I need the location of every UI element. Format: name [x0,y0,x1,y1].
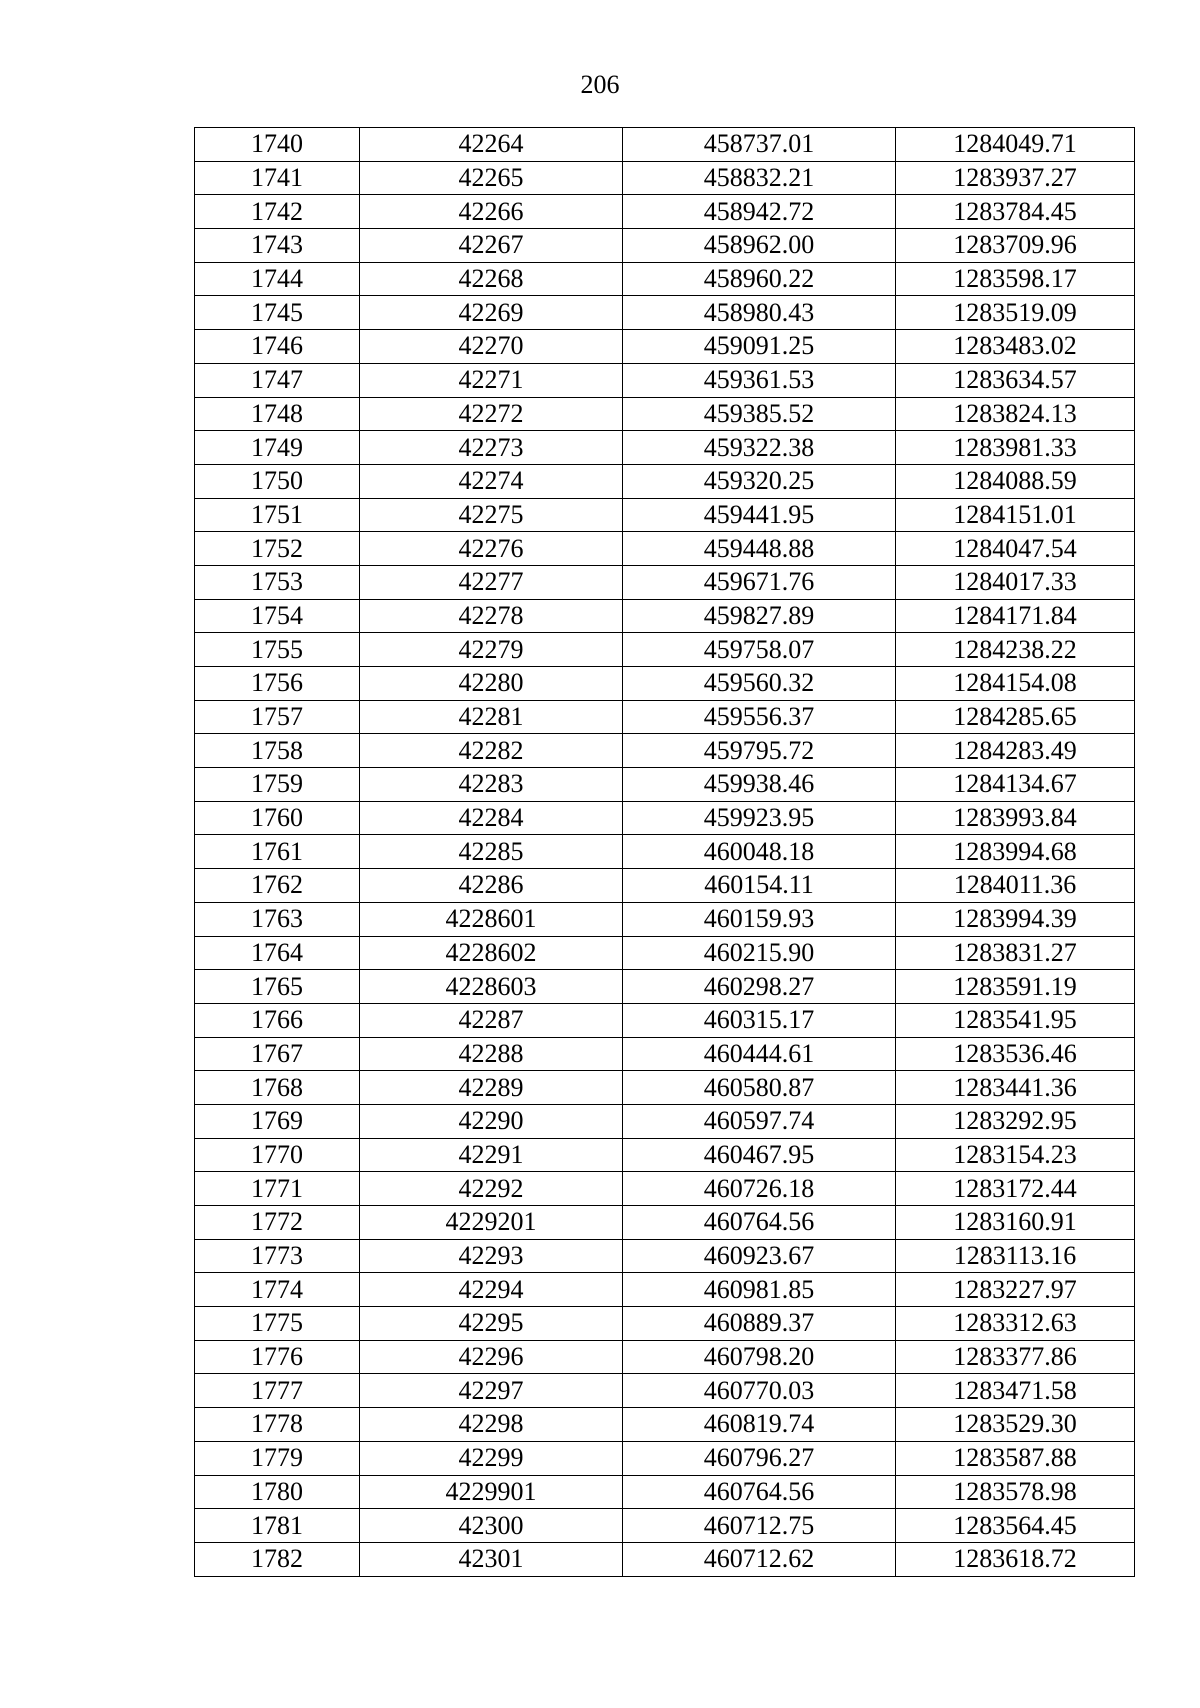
x-coordinate-cell: 459758.07 [623,633,896,667]
row-number-cell: 1770 [195,1138,360,1172]
x-coordinate-cell: 459322.38 [623,431,896,465]
point-id-cell: 42274 [360,464,623,498]
row-number-cell: 1779 [195,1441,360,1475]
point-id-cell: 42283 [360,768,623,802]
x-coordinate-cell: 459827.89 [623,599,896,633]
x-coordinate-cell: 460981.85 [623,1273,896,1307]
x-coordinate-cell: 460726.18 [623,1172,896,1206]
row-number-cell: 1782 [195,1542,360,1576]
x-coordinate-cell: 459923.95 [623,801,896,835]
row-number-cell: 1758 [195,734,360,768]
table-row [195,1138,1135,1172]
point-id-cell: 42273 [360,431,623,465]
point-id-cell: 42268 [360,262,623,296]
point-id-cell: 42278 [360,599,623,633]
point-id-cell: 42287 [360,1003,623,1037]
table-row [195,1071,1135,1105]
table-row [195,936,1135,970]
point-id-cell: 42299 [360,1441,623,1475]
x-coordinate-cell: 458962.00 [623,229,896,263]
table-row [195,464,1135,498]
table-row [195,667,1135,701]
row-number-cell: 1747 [195,363,360,397]
x-coordinate-cell: 460215.90 [623,936,896,970]
table-row [195,296,1135,330]
x-coordinate-cell: 459671.76 [623,565,896,599]
table-row [195,1408,1135,1442]
point-id-cell: 42272 [360,397,623,431]
table-row [195,1104,1135,1138]
row-number-cell: 1771 [195,1172,360,1206]
y-coordinate-cell: 1283993.84 [896,801,1135,835]
y-coordinate-cell: 1283587.88 [896,1441,1135,1475]
x-coordinate-cell: 460467.95 [623,1138,896,1172]
point-id-cell: 4229201 [360,1206,623,1240]
page-number: 206 [580,70,620,99]
point-id-cell: 42277 [360,565,623,599]
point-id-cell: 42298 [360,1408,623,1442]
y-coordinate-cell: 1283981.33 [896,431,1135,465]
row-number-cell: 1776 [195,1340,360,1374]
point-id-cell: 42264 [360,128,623,162]
row-number-cell: 1772 [195,1206,360,1240]
point-id-cell: 4229901 [360,1475,623,1509]
y-coordinate-cell: 1283994.68 [896,835,1135,869]
point-id-cell: 42267 [360,229,623,263]
y-coordinate-cell: 1284151.01 [896,498,1135,532]
point-id-cell: 42271 [360,363,623,397]
x-coordinate-cell: 460796.27 [623,1441,896,1475]
y-coordinate-cell: 1283483.02 [896,330,1135,364]
point-id-cell: 42291 [360,1138,623,1172]
y-coordinate-cell: 1283831.27 [896,936,1135,970]
point-id-cell: 42285 [360,835,623,869]
x-coordinate-cell: 459361.53 [623,363,896,397]
table-row [195,1273,1135,1307]
point-id-cell: 42297 [360,1374,623,1408]
point-id-cell: 4228603 [360,970,623,1004]
row-number-cell: 1757 [195,700,360,734]
y-coordinate-cell: 1283292.95 [896,1104,1135,1138]
y-coordinate-cell: 1283824.13 [896,397,1135,431]
row-number-cell: 1746 [195,330,360,364]
point-id-cell: 42301 [360,1542,623,1576]
x-coordinate-cell: 459556.37 [623,700,896,734]
point-id-cell: 42295 [360,1307,623,1341]
table-row [195,330,1135,364]
x-coordinate-cell: 460889.37 [623,1307,896,1341]
table-row [195,1475,1135,1509]
y-coordinate-cell: 1283441.36 [896,1071,1135,1105]
row-number-cell: 1766 [195,1003,360,1037]
table-row [195,633,1135,667]
row-number-cell: 1748 [195,397,360,431]
y-coordinate-cell: 1284154.08 [896,667,1135,701]
row-number-cell: 1761 [195,835,360,869]
y-coordinate-cell: 1283312.63 [896,1307,1135,1341]
y-coordinate-cell: 1283618.72 [896,1542,1135,1576]
table-row [195,869,1135,903]
point-id-cell: 42269 [360,296,623,330]
table-row [195,1206,1135,1240]
point-id-cell: 42290 [360,1104,623,1138]
table-row [195,397,1135,431]
row-number-cell: 1740 [195,128,360,162]
x-coordinate-cell: 460819.74 [623,1408,896,1442]
point-id-cell: 42284 [360,801,623,835]
row-number-cell: 1745 [195,296,360,330]
row-number-cell: 1762 [195,869,360,903]
row-number-cell: 1759 [195,768,360,802]
row-number-cell: 1775 [195,1307,360,1341]
row-number-cell: 1767 [195,1037,360,1071]
table-row [195,1542,1135,1576]
y-coordinate-cell: 1284017.33 [896,565,1135,599]
x-coordinate-cell: 460712.75 [623,1509,896,1543]
y-coordinate-cell: 1283172.44 [896,1172,1135,1206]
row-number-cell: 1752 [195,532,360,566]
point-id-cell: 42300 [360,1509,623,1543]
row-number-cell: 1755 [195,633,360,667]
x-coordinate-cell: 459795.72 [623,734,896,768]
point-id-cell: 42292 [360,1172,623,1206]
x-coordinate-cell: 460764.56 [623,1475,896,1509]
coordinates-table [194,127,1135,1577]
x-coordinate-cell: 459091.25 [623,330,896,364]
table-row [195,1509,1135,1543]
row-number-cell: 1744 [195,262,360,296]
y-coordinate-cell: 1284285.65 [896,700,1135,734]
point-id-cell: 42275 [360,498,623,532]
point-id-cell: 42270 [360,330,623,364]
x-coordinate-cell: 459448.88 [623,532,896,566]
table-row [195,734,1135,768]
row-number-cell: 1777 [195,1374,360,1408]
table-row [195,195,1135,229]
row-number-cell: 1778 [195,1408,360,1442]
x-coordinate-cell: 458980.43 [623,296,896,330]
row-number-cell: 1750 [195,464,360,498]
row-number-cell: 1781 [195,1509,360,1543]
row-number-cell: 1741 [195,161,360,195]
table-row [195,532,1135,566]
x-coordinate-cell: 460315.17 [623,1003,896,1037]
y-coordinate-cell: 1283541.95 [896,1003,1135,1037]
x-coordinate-cell: 458737.01 [623,128,896,162]
table-row [195,1374,1135,1408]
x-coordinate-cell: 460712.62 [623,1542,896,1576]
row-number-cell: 1780 [195,1475,360,1509]
table-row [195,801,1135,835]
point-id-cell: 42289 [360,1071,623,1105]
x-coordinate-cell: 460048.18 [623,835,896,869]
x-coordinate-cell: 459560.32 [623,667,896,701]
point-id-cell: 42293 [360,1239,623,1273]
point-id-cell: 42265 [360,161,623,195]
row-number-cell: 1742 [195,195,360,229]
point-id-cell: 42281 [360,700,623,734]
y-coordinate-cell: 1283578.98 [896,1475,1135,1509]
x-coordinate-cell: 459320.25 [623,464,896,498]
table-row [195,161,1135,195]
y-coordinate-cell: 1283471.58 [896,1374,1135,1408]
x-coordinate-cell: 459938.46 [623,768,896,802]
point-id-cell: 42294 [360,1273,623,1307]
point-id-cell: 42288 [360,1037,623,1071]
y-coordinate-cell: 1284171.84 [896,599,1135,633]
table-row [195,1239,1135,1273]
table-row [195,1172,1135,1206]
row-number-cell: 1774 [195,1273,360,1307]
point-id-cell: 42279 [360,633,623,667]
x-coordinate-cell: 458960.22 [623,262,896,296]
x-coordinate-cell: 460444.61 [623,1037,896,1071]
row-number-cell: 1754 [195,599,360,633]
point-id-cell: 4228601 [360,902,623,936]
y-coordinate-cell: 1284088.59 [896,464,1135,498]
y-coordinate-cell: 1284134.67 [896,768,1135,802]
table-row [195,1441,1135,1475]
table-row [195,128,1135,162]
table-row [195,1037,1135,1071]
row-number-cell: 1765 [195,970,360,1004]
row-number-cell: 1743 [195,229,360,263]
table-row [195,262,1135,296]
x-coordinate-cell: 460159.93 [623,902,896,936]
x-coordinate-cell: 460580.87 [623,1071,896,1105]
point-id-cell: 42266 [360,195,623,229]
y-coordinate-cell: 1283709.96 [896,229,1135,263]
table-body [195,128,1135,1577]
point-id-cell: 42276 [360,532,623,566]
y-coordinate-cell: 1283227.97 [896,1273,1135,1307]
table-row [195,700,1135,734]
row-number-cell: 1753 [195,565,360,599]
row-number-cell: 1756 [195,667,360,701]
x-coordinate-cell: 458832.21 [623,161,896,195]
table-row [195,565,1135,599]
x-coordinate-cell: 459385.52 [623,397,896,431]
row-number-cell: 1764 [195,936,360,970]
row-number-cell: 1773 [195,1239,360,1273]
row-number-cell: 1749 [195,431,360,465]
y-coordinate-cell: 1283113.16 [896,1239,1135,1273]
row-number-cell: 1769 [195,1104,360,1138]
x-coordinate-cell: 460770.03 [623,1374,896,1408]
y-coordinate-cell: 1283634.57 [896,363,1135,397]
y-coordinate-cell: 1283564.45 [896,1509,1135,1543]
x-coordinate-cell: 460154.11 [623,869,896,903]
table-row [195,1340,1135,1374]
y-coordinate-cell: 1283591.19 [896,970,1135,1004]
y-coordinate-cell: 1283784.45 [896,195,1135,229]
table-row [195,229,1135,263]
table-row [195,1307,1135,1341]
y-coordinate-cell: 1283937.27 [896,161,1135,195]
x-coordinate-cell: 460923.67 [623,1239,896,1273]
y-coordinate-cell: 1284049.71 [896,128,1135,162]
y-coordinate-cell: 1283536.46 [896,1037,1135,1071]
x-coordinate-cell: 460298.27 [623,970,896,1004]
point-id-cell: 42282 [360,734,623,768]
y-coordinate-cell: 1284238.22 [896,633,1135,667]
table-row [195,902,1135,936]
x-coordinate-cell: 460798.20 [623,1340,896,1374]
x-coordinate-cell: 460764.56 [623,1206,896,1240]
row-number-cell: 1751 [195,498,360,532]
x-coordinate-cell: 458942.72 [623,195,896,229]
y-coordinate-cell: 1284011.36 [896,869,1135,903]
y-coordinate-cell: 1283519.09 [896,296,1135,330]
table-row [195,835,1135,869]
y-coordinate-cell: 1283377.86 [896,1340,1135,1374]
table-row [195,363,1135,397]
table-row [195,498,1135,532]
x-coordinate-cell: 460597.74 [623,1104,896,1138]
point-id-cell: 42280 [360,667,623,701]
point-id-cell: 4228602 [360,936,623,970]
table-row [195,970,1135,1004]
point-id-cell: 42286 [360,869,623,903]
table-row [195,599,1135,633]
table-row [195,768,1135,802]
point-id-cell: 42296 [360,1340,623,1374]
table-row [195,431,1135,465]
y-coordinate-cell: 1283160.91 [896,1206,1135,1240]
y-coordinate-cell: 1284047.54 [896,532,1135,566]
y-coordinate-cell: 1283154.23 [896,1138,1135,1172]
row-number-cell: 1768 [195,1071,360,1105]
table-row [195,1003,1135,1037]
row-number-cell: 1760 [195,801,360,835]
row-number-cell: 1763 [195,902,360,936]
x-coordinate-cell: 459441.95 [623,498,896,532]
y-coordinate-cell: 1283529.30 [896,1408,1135,1442]
y-coordinate-cell: 1283994.39 [896,902,1135,936]
y-coordinate-cell: 1283598.17 [896,262,1135,296]
y-coordinate-cell: 1284283.49 [896,734,1135,768]
